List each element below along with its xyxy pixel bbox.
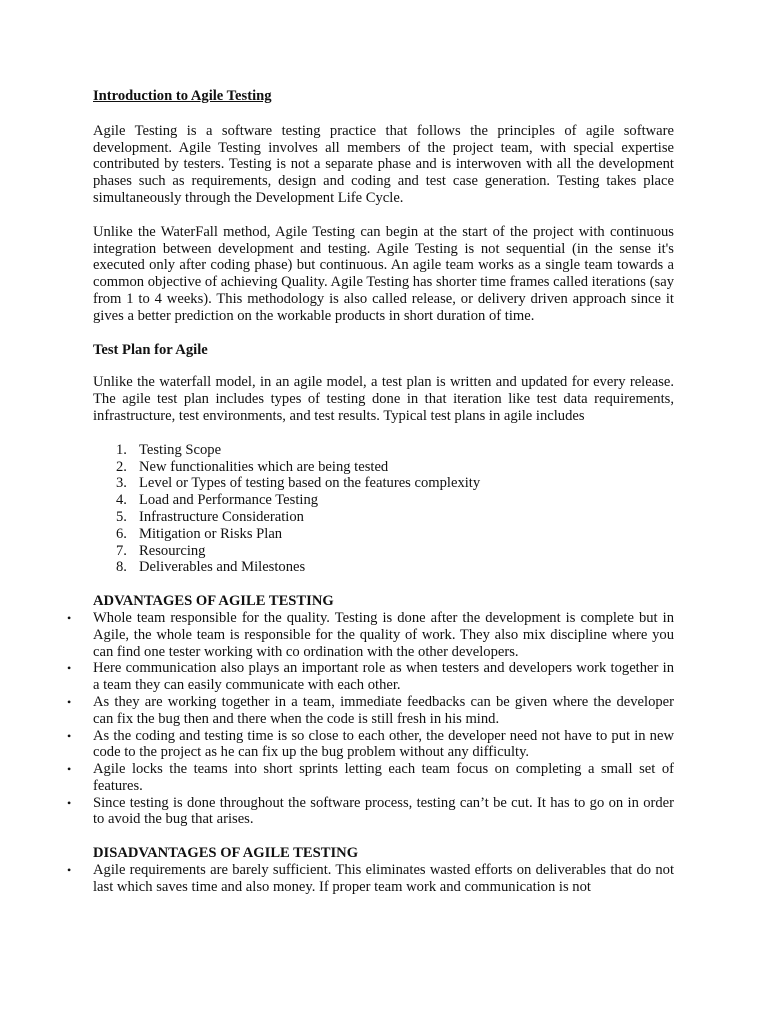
bullet-icon: • bbox=[67, 610, 72, 625]
test-plan-paragraph: Unlike the waterfall model, in an agile model, a test plan is written and updated for every release. The agile test plan includes types of testing done in that iteration like test data requirements, infrastructure, test environments, and test results. Typical test plans in agile includes bbox=[93, 374, 674, 424]
list-item-text: Deliverables and Milestones bbox=[139, 559, 306, 576]
list-item bbox=[93, 559, 674, 576]
list-item-text: As the coding and testing time is so close to each other, the developer need not have to put in new code to the project as he can fix up the bug problem without any difficulty. bbox=[93, 727, 674, 761]
list-item bbox=[67, 727, 674, 762]
bullet-icon: • bbox=[67, 762, 72, 777]
advantages-list bbox=[67, 609, 674, 828]
list-item-text: Load and Performance Testing bbox=[139, 492, 319, 509]
list-item bbox=[67, 761, 674, 795]
list-item-number: 1. bbox=[116, 441, 127, 458]
bullet-icon: • bbox=[67, 694, 72, 709]
list-item-number: 5. bbox=[116, 508, 127, 525]
bullet-icon: • bbox=[67, 863, 72, 878]
list-item-text: As they are working together in a team, immediate feedbacks can be given where the developer can fix the bug then and there when the code is still fresh in his mind. bbox=[93, 693, 674, 727]
test-plan-list bbox=[93, 442, 674, 576]
list-item-text: Testing Scope bbox=[139, 441, 222, 458]
list-item bbox=[67, 794, 674, 829]
disadvantages-list bbox=[67, 862, 674, 896]
bullet-icon: • bbox=[67, 728, 72, 743]
list-item bbox=[93, 526, 674, 543]
list-item-text: Infrastructure Consideration bbox=[139, 508, 304, 525]
list-item bbox=[93, 543, 674, 560]
list-item-text: New functionalities which are being tested bbox=[139, 458, 389, 475]
list-item-text: Agile locks the teams into short sprints letting each team focus on completing a small set of features. bbox=[93, 761, 674, 794]
list-item-number: 3. bbox=[116, 475, 127, 492]
list-item bbox=[93, 492, 674, 509]
list-item-text: Here communication also plays an important role as when testers and developers work together in a team they can easily communicate with each other. bbox=[93, 660, 674, 694]
document-title: Introduction to Agile Testing bbox=[93, 88, 272, 104]
list-item bbox=[67, 660, 674, 694]
advantages-heading: ADVANTAGES OF AGILE TESTING bbox=[93, 593, 334, 610]
list-item-number: 6. bbox=[116, 525, 127, 542]
list-item-text: Mitigation or Risks Plan bbox=[139, 525, 283, 542]
list-item-number: 2. bbox=[116, 458, 127, 475]
intro-paragraph-2: Unlike the WaterFall method, Agile Testing can begin at the start of the project with continuous integration between development and testing. Agile Testing is not sequential (in the sense it's executed only after coding phase) but continuous. An agile team works as a single team towards a common objective of achieving Quality. Agile Testing has shorter time frames called iterations (say from 1 to 4 weeks). This methodology is also called release, or delivery driven approach since it gives a better prediction on the workable products in short duration of time. bbox=[93, 223, 674, 324]
bullet-icon: • bbox=[67, 795, 72, 810]
list-item-text: Level or Types of testing based on the features complexity bbox=[139, 475, 481, 492]
document-page bbox=[67, 88, 674, 913]
list-item bbox=[67, 862, 674, 896]
list-item-text: Resourcing bbox=[139, 542, 206, 559]
list-item bbox=[67, 693, 674, 728]
list-item bbox=[93, 475, 674, 492]
list-item-number: 7. bbox=[116, 542, 127, 559]
test-plan-heading: Test Plan for Agile bbox=[93, 341, 208, 358]
list-item-text: Since testing is done throughout the software process, testing can’t be cut. It has to go on in order to avoid the bug that arises. bbox=[93, 794, 674, 828]
list-item bbox=[67, 609, 674, 660]
list-item bbox=[93, 459, 674, 476]
disadvantages-heading: DISADVANTAGES OF AGILE TESTING bbox=[93, 845, 359, 862]
list-item-text: Agile requirements are barely sufficient. This eliminates wasted efforts on deliverables that do not last which saves time and also money. If proper team work and communication is not bbox=[93, 862, 674, 895]
list-item-number: 8. bbox=[116, 559, 127, 576]
list-item bbox=[93, 442, 674, 459]
list-item bbox=[93, 509, 674, 526]
bullet-icon: • bbox=[67, 661, 72, 676]
intro-paragraph-1: Agile Testing is a software testing practice that follows the principles of agile software development. Agile Testing involves all members of the project team, with special expertise contributed by testers. Testing is not a separate phase and is interwoven with all the development phases such as requirements, design and coding and test case generation. Testing takes place simultaneously through the Development Life Cycle. bbox=[93, 122, 674, 206]
list-item-number: 4. bbox=[116, 492, 127, 509]
list-item-text: Whole team responsible for the quality. Testing is done after the development is complete but in Agile, the whole team is responsible for the quality of work. They also mix discipline where you can find one tester working with co ordination with the other developers. bbox=[93, 609, 674, 660]
